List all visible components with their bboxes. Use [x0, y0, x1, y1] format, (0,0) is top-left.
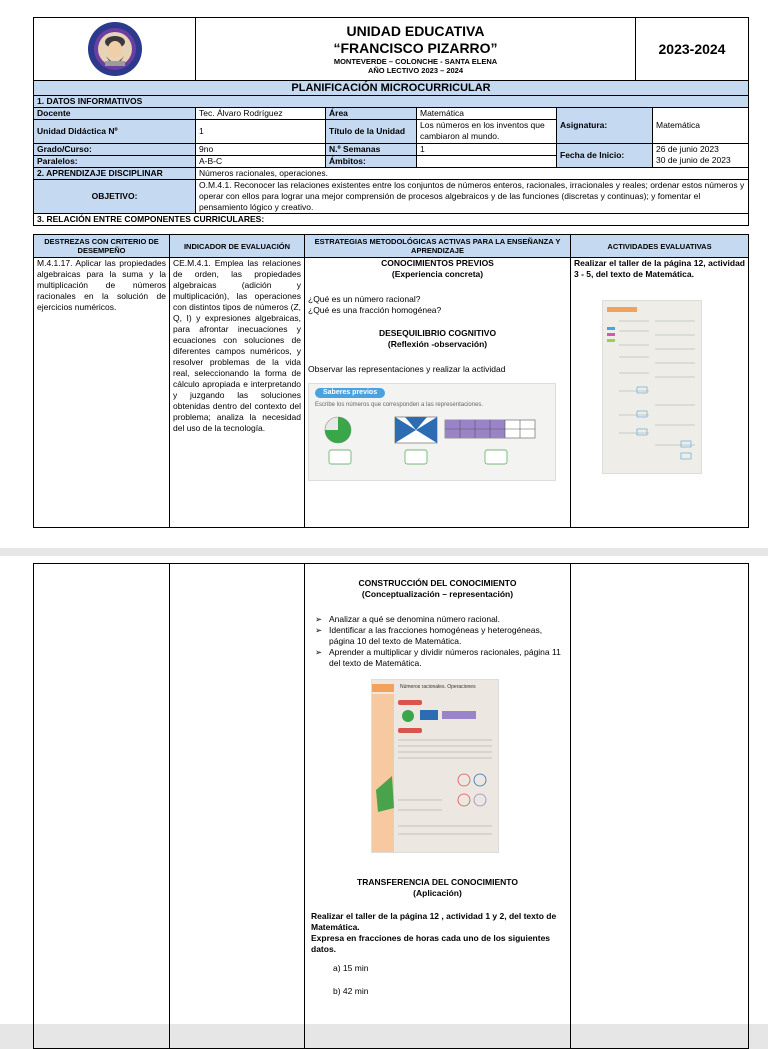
escribe-caption: Escribe los números que corresponden a las representaciones.	[315, 402, 484, 408]
tiempo-item: a) 15 min	[333, 963, 369, 973]
ambitos-label: Ámbitos:	[326, 156, 417, 168]
actividades-header: ACTIVIDADES EVALUATIVAS	[571, 235, 749, 258]
school-title-cell	[196, 18, 636, 81]
tiempo-item: b) 42 min	[333, 986, 369, 996]
fecha-fin: 30 de junio de 2023	[656, 155, 731, 165]
workbook-exercise-icon	[603, 301, 701, 473]
desequilibrio-title: DESEQUILIBRIO COGNITIVO	[378, 328, 497, 338]
asignatura-value: Matemática	[653, 108, 749, 144]
indicador-cell-continued	[170, 564, 305, 1049]
actividades-cell-continued	[571, 564, 749, 1049]
paralelos-label: Paralelos:	[34, 156, 196, 168]
construccion-item: ➢ Aprender a multiplicar y dividir números racionales, página 11 del texto de Matemática.	[329, 647, 564, 669]
actividad-text: Realizar el taller de la página 12, actividad 3 - 5, del texto de Matemática.	[574, 258, 745, 279]
fecha-values	[653, 144, 749, 168]
question-2: ¿Qué es una fracción homogénea?	[308, 305, 442, 315]
school-name-line1: UNIDAD EDUCATIVA	[346, 23, 485, 39]
saberes-previos-photo	[308, 383, 556, 481]
estrategias-header: ESTRATEGIAS METODOLÓGICAS ACTIVAS PARA LA ENSEÑANZA Y APRENDIZAJE	[305, 235, 571, 258]
transferencia-title: TRANSFERENCIA DEL CONOCIMIENTO	[357, 877, 518, 887]
unidad-value: 1	[196, 120, 326, 144]
titulo-value: Los números en los inventos que cambiaron al mundo.	[417, 120, 557, 144]
school-seal-icon	[84, 20, 146, 78]
construccion-title: CONSTRUCCIÓN DEL CONOCIMIENTO	[358, 578, 517, 588]
docente-value: Tec. Álvaro Rodríguez	[196, 108, 326, 120]
textbook-page-icon	[372, 680, 498, 852]
docente-label: Docente	[34, 108, 196, 120]
logo-cell	[34, 18, 196, 81]
transferencia-task: Realizar el taller de la página 12 , actividad 1 y 2, del texto de Matemática.	[311, 911, 557, 932]
period-label: 2023-2024	[636, 18, 749, 81]
header-table	[33, 17, 749, 81]
construccion-item: ➢ Analizar a qué se denomina número racional.	[329, 614, 564, 625]
workbook-page-photo	[602, 300, 702, 474]
textbook-title: Números racionales. Operaciones	[400, 684, 476, 690]
semanas-value: 1	[417, 144, 557, 156]
transferencia-task-2: Expresa en fracciones de horas cada uno de los siguientes datos.	[311, 933, 551, 954]
construccion-subtitle: (Conceptualización – representación)	[361, 589, 514, 599]
asignatura-label: Asignatura:	[557, 108, 653, 144]
indicador-header: INDICADOR DE EVALUACIÓN	[170, 235, 305, 258]
section-aprendizaje-title: 2. APRENDIZAJE DISCIPLINAR	[34, 168, 196, 180]
fraction-figures-icon	[309, 384, 555, 480]
school-name-line2: “FRANCISCO PIZARRO”	[333, 40, 498, 56]
area-label: Área	[326, 108, 417, 120]
desequilibrio-subtitle: (Reflexión -observación)	[387, 339, 488, 349]
curricular-grid-continued	[33, 563, 749, 1049]
objetivo-label: OBJETIVO:	[34, 180, 196, 214]
indicador-cell: CE.M.4.1. Emplea las relaciones de orden, las propiedades algebraicas (adición y multiplicación), las operaciones con distintos tipos de números (Z, Q, I) y expresiones algebraicas, para afrontar inecuaciones y ecuaciones con soluciones de diferentes campos numéricos, y resolver problemas de la vida real, seleccionando la forma de cálculo apropiada e interpretando y juzgando las soluciones obtenidas dentro del contexto del problema; analiza la necesidad del uso de la tecnología.	[170, 258, 305, 528]
previos-subtitle: (Experiencia concreta)	[391, 269, 484, 279]
previos-title: CONOCIMIENTOS PREVIOS	[381, 258, 494, 268]
question-1: ¿Qué es un número racional?	[308, 294, 421, 304]
school-location: MONTEVERDE – COLONCHE - SANTA ELENA	[333, 57, 498, 66]
paralelos-value: A-B-C	[196, 156, 326, 168]
actividades-cell	[571, 258, 749, 528]
school-year: AÑO LECTIVO 2023 – 2024	[367, 66, 464, 75]
transferencia-subtitle: (Aplicación)	[413, 888, 462, 898]
titulo-label: Título de la Unidad	[326, 120, 417, 144]
textbook-page-photo	[371, 679, 499, 853]
document-page-2	[0, 556, 768, 1024]
grado-label: Grado/Curso:	[34, 144, 196, 156]
plan-title: PLANIFICACIÓN MICROCURRICULAR	[34, 81, 749, 96]
saberes-badge: Saberes previos	[315, 388, 385, 398]
area-value: Matemática	[417, 108, 557, 120]
unidad-label: Unidad Didáctica Nº	[34, 120, 196, 144]
destreza-cell: M.4.1.17. Aplicar las propiedades algebraicas para la suma y la multiplicación de números racionales en la solución de ejercicios numéricos.	[34, 258, 170, 528]
tiempo-list	[311, 963, 564, 997]
destreza-cell-continued	[34, 564, 170, 1049]
aprendizaje-value: Números racionales, operaciones.	[196, 168, 749, 180]
grado-value: 9no	[196, 144, 326, 156]
section-datos-title: 1. DATOS INFORMATIVOS	[34, 96, 749, 108]
ambitos-value	[417, 156, 557, 168]
info-table	[33, 80, 749, 226]
estrategia-cell-continued	[305, 564, 571, 1049]
construccion-list	[311, 614, 564, 669]
objetivo-value: O.M.4.1. Reconocer las relaciones existentes entre los conjuntos de números enteros, racionales, irracionales y reales; ordenar estos números y operar con ellos para lograr una mejor comprensión de procesos algebraicos y de las funciones (discretas y continuas); y fomentar el pensamiento lógico y creativo.	[196, 180, 749, 214]
fecha-inicio: 26 de junio 2023	[656, 144, 719, 154]
curricular-grid	[33, 234, 749, 528]
observe-instruction: Observar las representaciones y realizar la actividad	[308, 364, 506, 374]
section-relacion-title: 3. RELACIÓN ENTRE COMPONENTES CURRICULARES:	[34, 214, 749, 226]
estrategia-cell	[305, 258, 571, 528]
destrezas-header: DESTREZAS CON CRITERIO DE DESEMPEÑO	[34, 235, 170, 258]
fecha-label: Fecha de Inicio:	[557, 144, 653, 168]
construccion-item: ➢ Identificar a las fracciones homogéneas y heterogéneas, página 10 del texto de Matemática.	[329, 625, 564, 647]
semanas-label: N.º Semanas	[326, 144, 417, 156]
